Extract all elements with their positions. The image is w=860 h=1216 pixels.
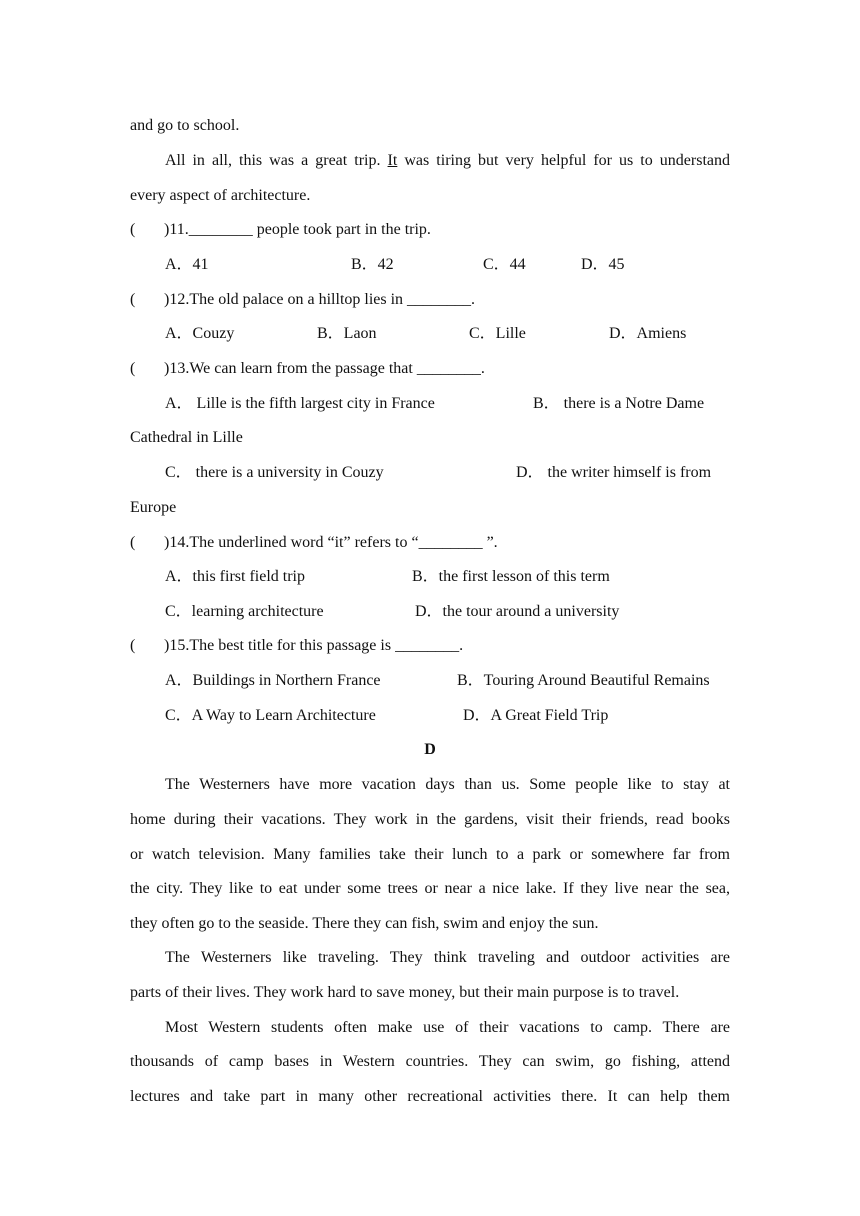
paragraph-line: The Westerners have more vacation days than us. Some people like to stay at — [165, 776, 730, 793]
question-stem: )13.We can learn from the passage that ________. — [164, 360, 485, 377]
option: A．41 — [165, 256, 209, 273]
question-15 — [130, 636, 730, 656]
question-stem: )12.The old palace on a hilltop lies in ________. — [164, 291, 476, 308]
paragraph-line: thousands of camp bases in Western countries. They can swim, go fishing, attend — [130, 1053, 730, 1070]
paragraph-line: The Westerners like traveling. They think traveling and outdoor activities are — [165, 949, 730, 966]
option: A． Lille is the fifth largest city in France — [165, 395, 435, 412]
option: B．42 — [351, 256, 394, 273]
answer-paren: ( — [130, 360, 136, 377]
text-run: was tiring but very helpful for us to understand — [397, 152, 730, 169]
option: A．this first field trip — [165, 568, 305, 585]
option: B． there is a Notre Dame — [533, 395, 705, 412]
answer-paren: ( — [130, 221, 136, 238]
option: C．A Way to Learn Architecture — [165, 707, 376, 724]
paragraph-line: parts of their lives. They work hard to save money, but their main purpose is to travel. — [130, 984, 680, 1001]
answer-paren: ( — [130, 534, 136, 551]
question-11 — [130, 220, 730, 240]
option: D．A Great Field Trip — [463, 707, 609, 724]
option: D． the writer himself is from — [516, 464, 712, 481]
passage-c-paragraph — [165, 151, 730, 171]
section-heading: D — [424, 741, 436, 758]
answer-paren: ( — [130, 291, 136, 308]
text-run: All in all, this was a great trip. — [165, 152, 388, 169]
option: D．Amiens — [609, 325, 687, 342]
option: B．Laon — [317, 325, 377, 342]
option: C．learning architecture — [165, 603, 324, 620]
option: D．the tour around a university — [415, 603, 620, 620]
underlined-word: It — [387, 152, 398, 169]
option: A．Buildings in Northern France — [165, 672, 381, 689]
option-continuation: Cathedral in Lille — [130, 429, 243, 446]
option: A．Couzy — [165, 325, 235, 342]
passage-c-line: every aspect of architecture. — [130, 187, 311, 204]
question-14 — [130, 533, 730, 553]
option: D．45 — [581, 256, 625, 273]
option: B．the first lesson of this term — [412, 568, 610, 585]
option-continuation: Europe — [130, 499, 177, 516]
question-12 — [130, 290, 730, 310]
question-stem: )11.________ people took part in the trip. — [164, 221, 431, 238]
paragraph-line: Most Western students often make use of their vacations to camp. There are — [165, 1019, 730, 1036]
paragraph-line: lectures and take part in many other recreational activities there. It can help them — [130, 1088, 730, 1105]
question-stem: )14.The underlined word “it” refers to “________ ”. — [164, 534, 498, 551]
option: B．Touring Around Beautiful Remains — [457, 672, 710, 689]
paragraph-line: or watch television. Many families take their lunch to a park or somewhere far from — [130, 846, 730, 863]
paragraph-line: the city. They like to eat under some trees or near a nice lake. If they live near the sea, — [130, 880, 730, 897]
paragraph-line: home during their vacations. They work in the gardens, visit their friends, read books — [130, 811, 730, 828]
option: C．Lille — [469, 325, 526, 342]
question-13 — [130, 359, 730, 379]
option: C． there is a university in Couzy — [165, 464, 384, 481]
answer-paren: ( — [130, 637, 136, 654]
passage-c-line: and go to school. — [130, 117, 240, 134]
question-stem: )15.The best title for this passage is ________. — [164, 637, 464, 654]
paragraph-line: they often go to the seaside. There they can fish, swim and enjoy the sun. — [130, 915, 599, 932]
option: C．44 — [483, 256, 526, 273]
